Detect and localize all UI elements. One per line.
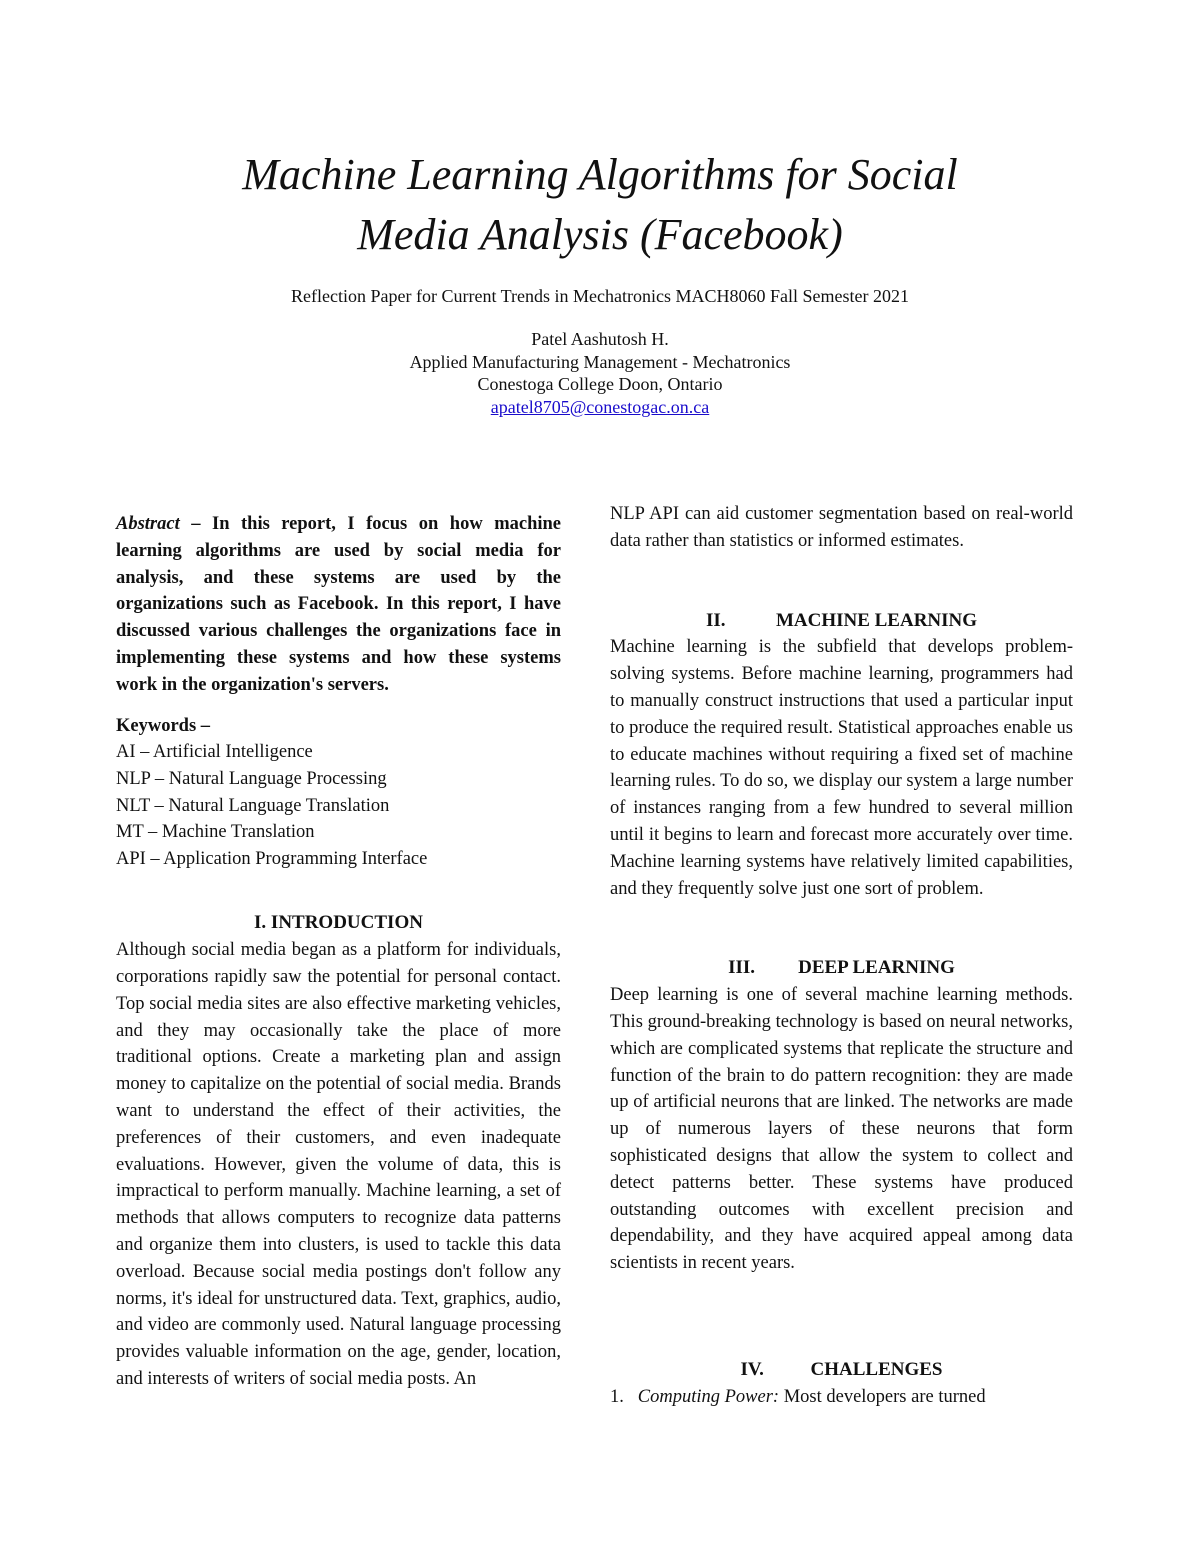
machine-learning-heading [610, 608, 1073, 635]
abstract [116, 511, 561, 699]
right-column [610, 501, 1073, 1411]
author-name: Patel Aashutosh H. [531, 329, 669, 349]
challenge-number: 1. [610, 1386, 624, 1407]
deep-learning-heading [610, 955, 1073, 982]
challenges-heading [610, 1357, 1073, 1384]
keyword-item: API – Application Programming Interface [116, 848, 428, 869]
keyword-item: AI – Artificial Intelligence [116, 742, 313, 763]
author-institution: Conestoga College Doon, Ontario [477, 374, 723, 394]
author-email-link[interactable]: apatel8705@conestogac.on.ca [490, 396, 710, 417]
paper-subtitle: Reflection Paper for Current Trends in Mechatronics MACH8060 Fall Semester 2021 [291, 286, 909, 306]
section-title: MACHINE LEARNING [775, 609, 978, 631]
introduction-body: Although social media began as a platform for individuals, corporations rapidly saw the potential for personal contact. Top social media sites are also effective marketing vehicles, and they may occasionally take the place of more traditional options. Create a marketing plan and assign money to capitalize on the potential of social media. Brands want to understand the effect of their activities, the preferences of their customers, and even inadequate evaluations. However, given the volume of data, this is impractical to perform manually. Machine learning, a set of methods that allows computers to recognize data patterns and organize them into clusters, is used to tackle this data overload. Because social media postings don't follow any norms, it's ideal for unstructured data. Text, graphics, audio, and video are commonly used. Natural language processing provides valuable information on the age, gender, location, and interests of writers of social media posts. An [116, 940, 561, 1389]
abstract-text: – In this report, I focus on how machine learning algorithms are used by social media for analysis, and these systems are used by the organizations such as Facebook. In this report, I have discussed various challenges the organizations face in implementing these systems and how these systems work in the organization's servers. [116, 514, 561, 695]
section-number: III. [728, 957, 756, 979]
paper-title [100, 145, 1100, 265]
keyword-item: MT – Machine Translation [116, 822, 315, 843]
deep-learning-body: Deep learning is one of several machine learning methods. This ground-breaking technology is based on neural networks, which are complicated systems that replicate the structure and function of the brain to do pattern recognition: they are made up of artificial neurons that are linked. The networks are made up of numerous layers of these neurons that form sophisticated designs that allow the system to collect and detect patterns better. These systems have produced outstanding outcomes with excellent precision and dependability, and they have acquired appeal among data scientists in recent years. [610, 985, 1073, 1274]
title-line-2: Media Analysis (Facebook) [357, 210, 843, 259]
left-column [116, 511, 561, 1393]
keywords-list [116, 739, 561, 872]
title-line-1: Machine Learning Algorithms for Social [242, 150, 958, 199]
keyword-item: NLP – Natural Language Processing [116, 768, 387, 789]
challenge-text: Most developers are turned [779, 1386, 986, 1407]
introduction-heading: I. INTRODUCTION [254, 912, 423, 934]
section-number: II. [705, 609, 726, 631]
author-department: Applied Manufacturing Management - Mechatronics [409, 351, 791, 372]
section-number: IV. [740, 1358, 764, 1380]
keyword-item: NLT – Natural Language Translation [116, 795, 390, 816]
introduction-continuation: NLP API can aid customer segmentation based on real-world data rather than statistics or informed estimates. [610, 504, 1073, 551]
keywords-title: Keywords – [116, 715, 211, 736]
challenge-label: Computing Power: [637, 1386, 780, 1407]
author-block [100, 328, 1100, 418]
challenge-item [610, 1384, 1073, 1411]
section-title: CHALLENGES [810, 1358, 943, 1380]
section-title: DEEP LEARNING [798, 957, 955, 979]
abstract-label: Abstract [116, 514, 180, 534]
machine-learning-body: Machine learning is the subfield that develops problem-solving systems. Before machine learning, programmers had to manually construct instructions that used a particular input to produce the required result. Statistical approaches enable us to educate machines without requiring a fixed set of machine learning rules. To do so, we display our system a large number of instances ranging from a few hundred to several million until it begins to learn and forecast more accurately over time. Machine learning systems have relatively limited capabilities, and they frequently solve just one sort of problem. [610, 637, 1073, 899]
